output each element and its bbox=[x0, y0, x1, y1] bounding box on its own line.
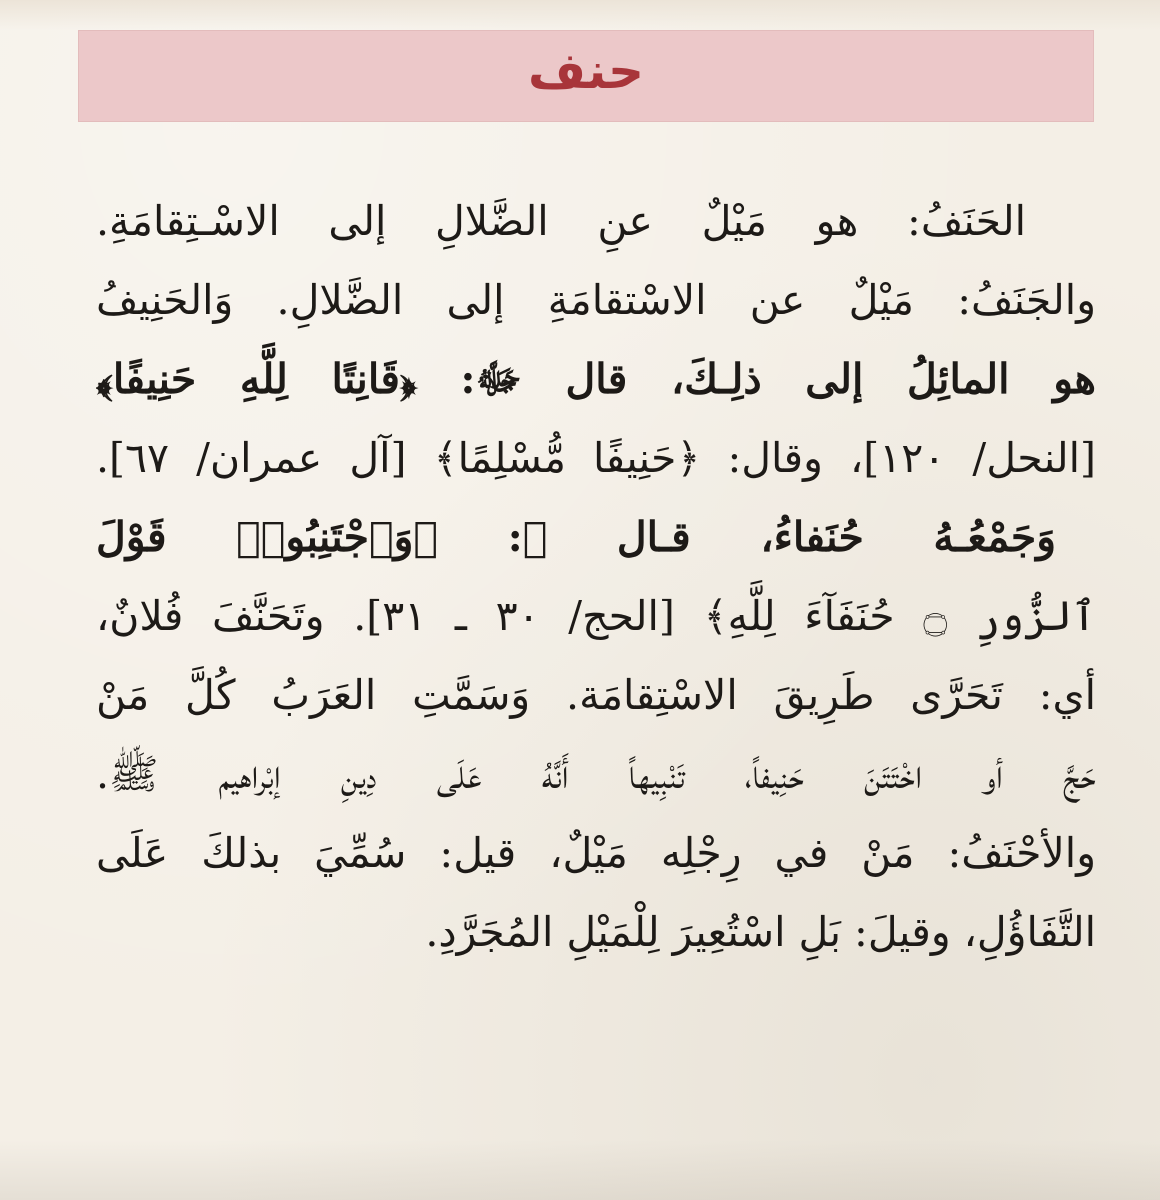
body-line-6: ٱلزُّورِ ۝ حُنَفَآءَ لِلَّهِ﴾ [الحج/ ٣٠ ـ ٣١]. وتَحَنَّفَ فُلانٌ، bbox=[96, 592, 1096, 640]
entry-header-band bbox=[78, 30, 1094, 122]
body-line-8: حَجَّ أو اخْتَتَنَ حَنِيفاً، تَنْبِيهاً أَنَّهُ عَلَى دِينِ إبْراهيم ﷺ. bbox=[96, 750, 1096, 798]
entry-body bbox=[96, 182, 1096, 972]
body-line-4: [النحل/ ١٢٠]، وقال: ﴿حَنِيفًا مُّسْلِمًا﴾ [آل عمران/ ٦٧]. bbox=[96, 434, 1096, 482]
body-line-1: الحَنَفُ: هو مَيْلٌ عنِ الضَّلالِ إلى الاسْـتِقامَةِ. bbox=[96, 197, 1026, 245]
body-line-2: والجَنَفُ: مَيْلٌ عن الاسْتقامَةِ إلى الضَّلالِ. وَالحَنِيفُ bbox=[96, 276, 1096, 324]
page-bottom-shadow bbox=[0, 1140, 1160, 1200]
body-line-7: أي: تَحَرَّى طَرِيقَ الاسْتِقامَة. وَسَمَّتِ العَرَبُ كُلَّ مَنْ bbox=[96, 671, 1096, 719]
body-line-3: هو المائِلُ إلى ذلِـكَ، قال ﷻ: ﴿قَانِتًا لِلَّهِ حَنِيفًا﴾ bbox=[96, 355, 1096, 403]
body-line-5: وَجَمْعُـهُ حُنَفاءُ، قـال ﷻ: ﴿وَٱجْتَنِبُوا۟ قَوْلَ bbox=[96, 513, 1056, 561]
body-line-9: والأحْنَفُ: مَنْ في رِجْلِه مَيْلٌ، قيل: سُمِّيَ بذلكَ عَلَى bbox=[96, 829, 1096, 877]
entry-title: حنف bbox=[528, 42, 644, 100]
body-line-10: التَّفَاؤُلِ، وقيلَ: بَلِ اسْتُعِيرَ لِلْمَيْلِ المُجَرَّدِ. bbox=[425, 908, 1096, 956]
page-top-edge bbox=[0, 0, 1160, 30]
